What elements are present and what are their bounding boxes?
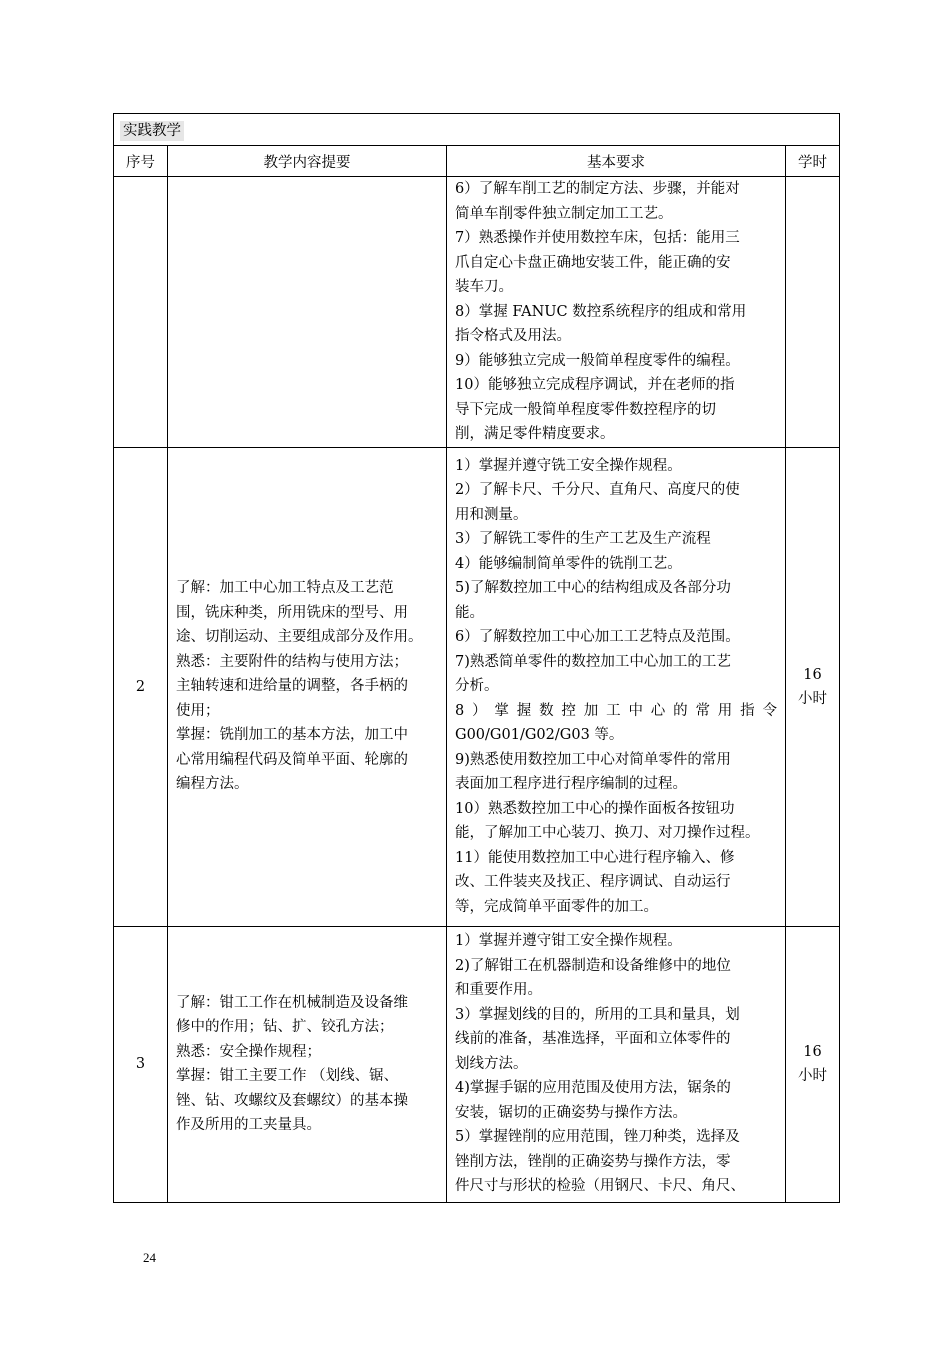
requirement-line: 9）能够独立完成一般简单程度零件的编程。 [455,352,740,369]
requirement-line: 简单车削零件独立制定加工工艺。 [455,205,673,222]
requirement-line: 4)掌握手锯的应用范围及使用方法，锯条的 [455,1080,731,1097]
requirement-line: 2）了解卡尺、千分尺、直角尺、高度尺的使 [455,482,740,499]
requirement-line: 9)熟悉使用数控加工中心对简单零件的常用 [455,751,731,768]
content-line: 修中的作用；钻、扩、铰孔方法； [176,1019,394,1035]
content-line: 熟悉：主要附件的结构与使用方法； [176,653,408,670]
requirement-line: 4）能够编制简单零件的铣削工艺。 [455,555,682,572]
requirement-line: 件尺寸与形状的检验（用钢尺、卡尺、角尺、 [455,1178,745,1195]
requirement-line: 等，完成简单平面零件的加工。 [455,898,658,915]
hours-unit: 小时 [798,1068,827,1084]
requirement-line: 6）了解数控加工中心加工工艺特点及范围。 [455,629,740,646]
row-hours [786,447,840,926]
content-line: 了解：钳工工作在机械制造及设备维 [176,994,408,1011]
requirement-line: 用和测量。 [455,506,528,523]
requirement-line: 爪自定心卡盘正确地安装工件，能正确的安 [455,254,731,271]
requirement-line: 5)了解数控加工中心的结构组成及各部分功 [455,580,731,597]
requirement-line: 分析。 [455,678,499,695]
requirement-line: 改、工件装夹及找正、程序调试、自动运行 [455,874,731,891]
section-title-cell [114,114,840,146]
row-requirements [447,447,786,926]
row-content [168,926,447,1202]
content-line: 掌握：铣削加工的基本方法，加工中 [176,727,408,744]
requirement-line: 1）掌握并遵守钳工安全操作规程。 [455,933,682,950]
requirement-line: 导下完成一般简单程度零件数控程序的切 [455,401,716,418]
content-line: 作及所用的工夹量具。 [176,1117,321,1133]
requirement-line: 表面加工程序进行程序编制的过程。 [455,776,687,793]
requirement-line: 6）了解车削工艺的制定方法、步骤，并能对 [455,181,740,197]
requirement-line: 3）了解铣工零件的生产工艺及生产流程 [455,531,711,548]
hours-unit: 小时 [798,690,827,707]
content-line: 掌握：钳工主要工作 （划线、锯、 [176,1068,399,1084]
section-title: 实践教学 [120,121,184,141]
requirement-line: G00/G01/G02/G03 等。 [455,727,624,744]
content-line: 围，铣床种类，所用铣床的型号、用 [176,604,408,621]
header-no: 序号 [114,146,168,177]
requirement-line: 和重要作用。 [455,982,542,999]
content-line: 主轴转速和进给量的调整，各手柄的 [176,678,408,695]
row-hours [786,926,840,1202]
requirement-line: 10）能够独立完成程序调试，并在老师的指 [455,377,735,393]
row-requirements [447,177,786,448]
row-no [114,177,168,448]
header-requirement: 基本要求 [447,146,786,177]
hours-value: 16 [803,1044,822,1060]
requirement-line: 削，满足零件精度要求。 [455,426,615,442]
header-hours: 学时 [786,146,840,177]
row-content [168,447,447,926]
requirement-line: 5）掌握锉削的应用范围，锉刀种类，选择及 [455,1129,740,1146]
table-row [114,926,840,1202]
row-no: 2 [114,447,168,926]
row-hours [786,177,840,448]
requirement-line: 锉削方法，锉削的正确姿势与操作方法，零 [455,1153,731,1170]
requirement-line: 11）能使用数控加工中心进行程序输入、修 [455,849,735,866]
content-line: 熟悉：安全操作规程； [176,1043,321,1060]
table-row [114,177,840,448]
hours-value: 16 [803,666,822,683]
requirement-line: 1）掌握并遵守铣工安全操作规程。 [455,457,682,474]
content-line: 心常用编程代码及简单平面、轮廓的 [176,751,408,768]
requirement-line: 划线方法。 [455,1055,528,1072]
content-line: 使用； [176,702,220,719]
requirement-line: 2)了解钳工在机器制造和设备维修中的地位 [455,957,731,974]
requirement-line: 7)熟悉简单零件的数控加工中心加工的工艺 [455,653,731,670]
content-line: 了解：加工中心加工特点及工艺范 [176,580,394,597]
header-content: 教学内容提要 [168,146,447,177]
row-no: 3 [114,926,168,1202]
requirement-line: 8）掌握 FANUC 数控系统程序的组成和常用 [455,303,747,320]
table-row [114,447,840,926]
header-row [114,146,840,177]
content-line: 锉、钻、攻螺纹及套螺纹）的基本操 [176,1092,408,1109]
requirement-line: 能。 [455,604,484,621]
requirement-line: 10）熟悉数控加工中心的操作面板各按钮功 [455,800,735,817]
requirement-line: 指令格式及用法。 [455,328,571,344]
content-line: 途、切削运动、主要组成部分及作用。 [176,629,423,646]
requirement-line: 线前的准备，基准选择，平面和立体零件的 [455,1031,731,1048]
content-line: 编程方法。 [176,776,249,793]
row-content [168,177,447,448]
practice-teaching-table [113,113,840,1203]
requirement-line: 3）掌握划线的目的，所用的工具和量具，划 [455,1006,740,1023]
page-number: 24 [143,1250,156,1265]
requirement-line: 8）掌握数控加工中心的常用指令 [455,702,777,719]
row-requirements [447,926,786,1202]
requirement-line: 能，了解加工中心装刀、换刀、对刀操作过程。 [455,825,760,842]
requirement-line: 安装，锯切的正确姿势与操作方法。 [455,1104,687,1121]
requirement-line: 装车刀。 [455,279,513,295]
requirement-line: 7）熟悉操作并使用数控车床，包括：能用三 [455,230,740,246]
